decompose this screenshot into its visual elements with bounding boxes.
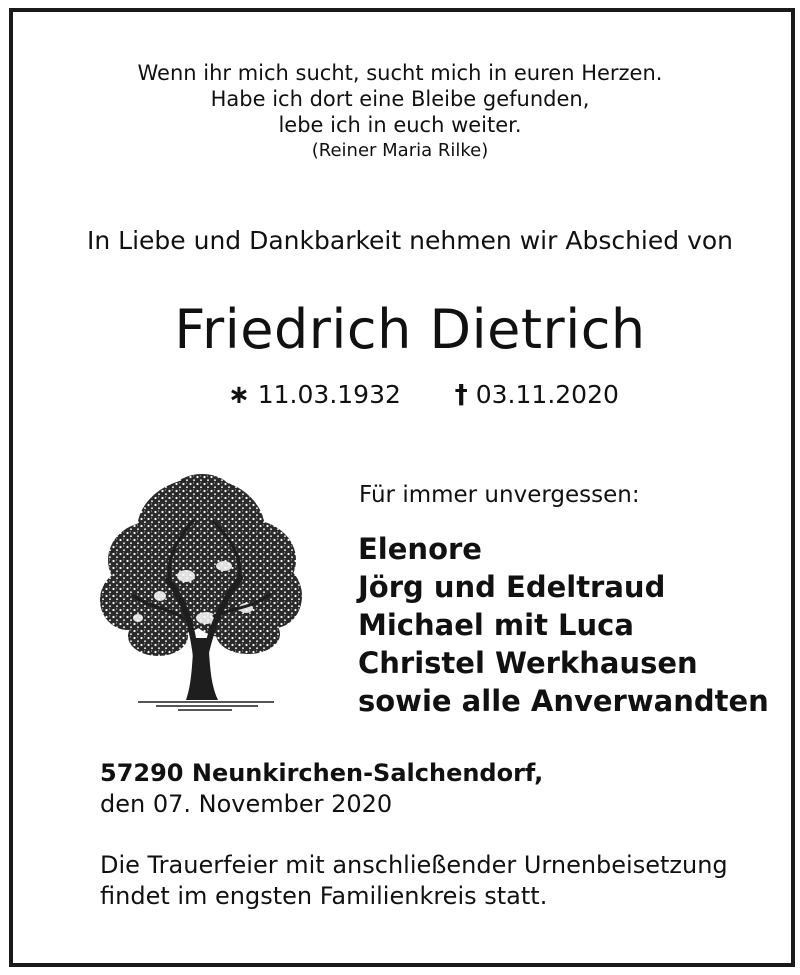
mourner-name: Jörg und Edeltraud — [358, 570, 666, 604]
poem-line: lebe ich in euch weiter. — [278, 113, 522, 137]
mourner-name: Elenore — [358, 532, 482, 566]
birth-star-icon: ∗ — [228, 380, 250, 410]
place-city: 57290 Neunkirchen-Salchendorf, — [100, 759, 544, 787]
death-cross-icon: † — [454, 380, 468, 410]
death-date: 03.11.2020 — [475, 380, 619, 409]
poem-block — [0, 60, 800, 164]
farewell-intro: In Liebe und Dankbarkeit nehmen wir Abschied von — [86, 226, 734, 255]
deceased-name: Friedrich Dietrich — [174, 298, 646, 361]
mourners-list — [358, 530, 769, 720]
oak-tree-icon — [98, 468, 304, 714]
poem-line: Habe ich dort eine Bleibe gefunden, — [210, 87, 590, 111]
birth-date: 11.03.1932 — [257, 380, 401, 409]
place-and-date — [100, 758, 543, 820]
poem-line: Wenn ihr mich sucht, sucht mich in euren Herzen. — [137, 61, 663, 85]
mourners-heading: Für immer unvergessen: — [359, 482, 640, 508]
funeral-note-line: Die Trauerfeier mit anschließender Urnenbeisetzung — [100, 851, 728, 879]
life-dates — [228, 380, 619, 410]
funeral-note-line: findet im engsten Familienkreis statt. — [100, 882, 548, 910]
poem-attribution: (Reiner Maria Rilke) — [311, 140, 489, 161]
mourner-name: Christel Werkhausen — [358, 646, 698, 680]
mourner-name: Michael mit Luca — [358, 608, 634, 642]
notice-date: den 07. November 2020 — [100, 790, 393, 818]
funeral-note — [100, 850, 728, 912]
mourner-name: sowie alle Anverwandten — [358, 684, 769, 718]
